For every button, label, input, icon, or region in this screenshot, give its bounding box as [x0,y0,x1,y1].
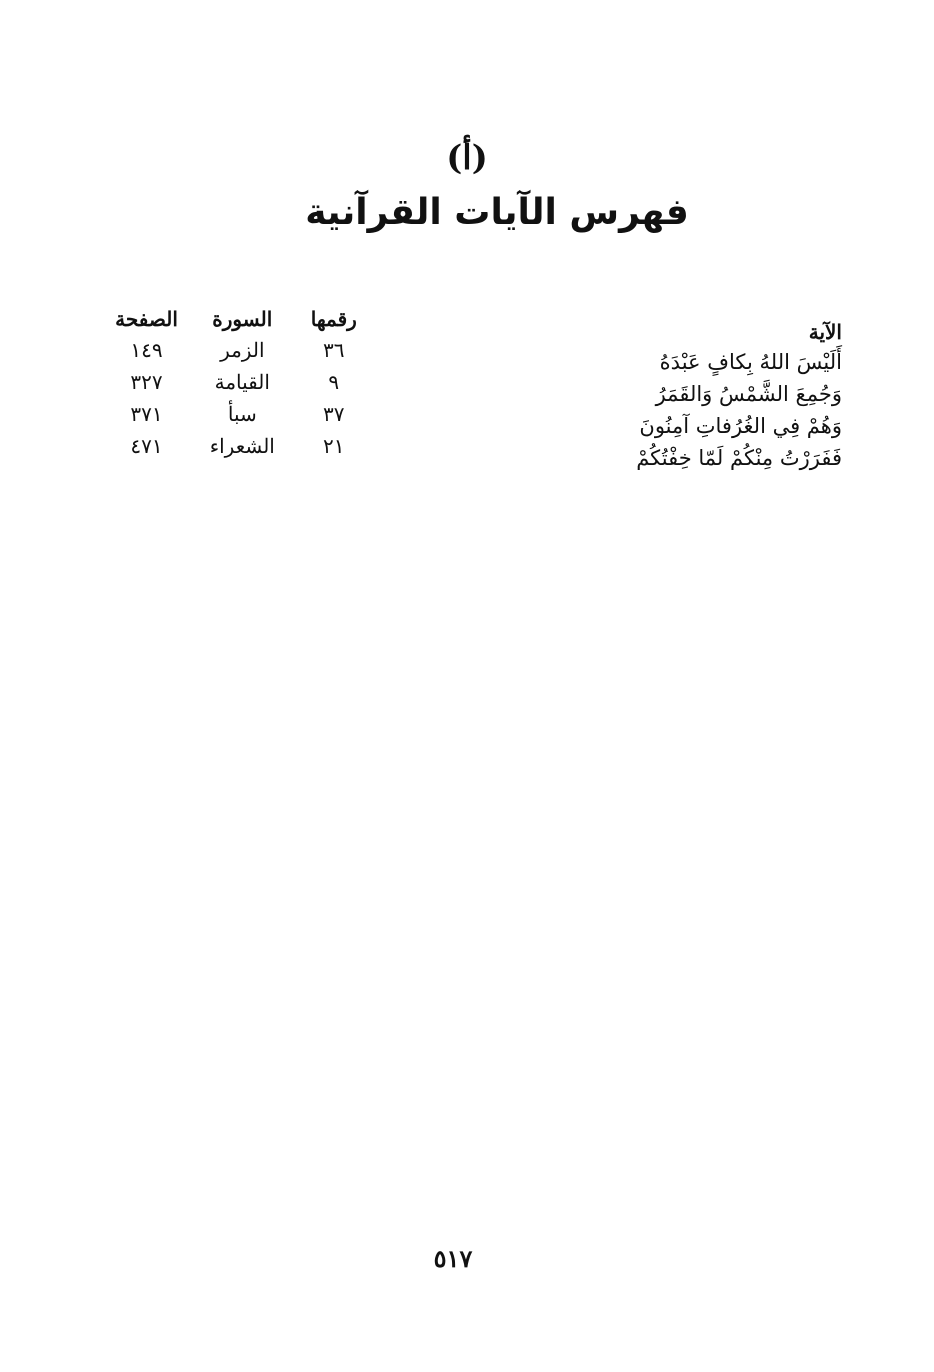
verse-text: أَلَيْسَ اللهُ بِكافٍ عَبْدَهُ [659,350,842,374]
section-number: (أ) [446,138,488,178]
page-number: ٥١٧ [433,1244,473,1273]
table-row [108,398,374,430]
surah-name: الزمر [220,338,265,362]
page-ref: ١٤٩ [130,338,163,362]
surah-header: السورة [212,307,273,331]
verses-column [582,318,842,474]
verse-text: فَفَرَرْتُ مِنْكُمْ لَمّا خِفْتُكُمْ [636,446,842,470]
table-header-row [108,304,374,334]
table-row [108,430,374,462]
page-title: فهرس الآيات القرآنية [305,192,689,233]
verse-text: وَجُمِعَ الشَّمْسُ وَالقَمَرُ [655,382,842,406]
verse-text: وَهُمْ فِي الغُرُفاتِ آمِنُونَ [639,414,842,438]
page-ref: ٣٢٧ [130,370,163,394]
verse-number: ٩ [328,370,340,394]
surah-name: سبأ [227,402,257,426]
verse-number: ٢١ [323,434,345,458]
verse-number: ٣٧ [323,402,345,426]
index-table [108,304,374,462]
page-ref: ٣٧١ [130,402,163,426]
page-ref: ٤٧١ [130,434,163,458]
verses-header: الآية [808,320,842,344]
surah-name: الشعراء [209,434,275,458]
page-header: الصفحة [115,307,178,331]
verse-number: ٣٦ [323,338,345,362]
table-row [108,366,374,398]
number-header: رقمها [310,307,357,331]
surah-name: القيامة [214,370,270,394]
table-row [108,334,374,366]
